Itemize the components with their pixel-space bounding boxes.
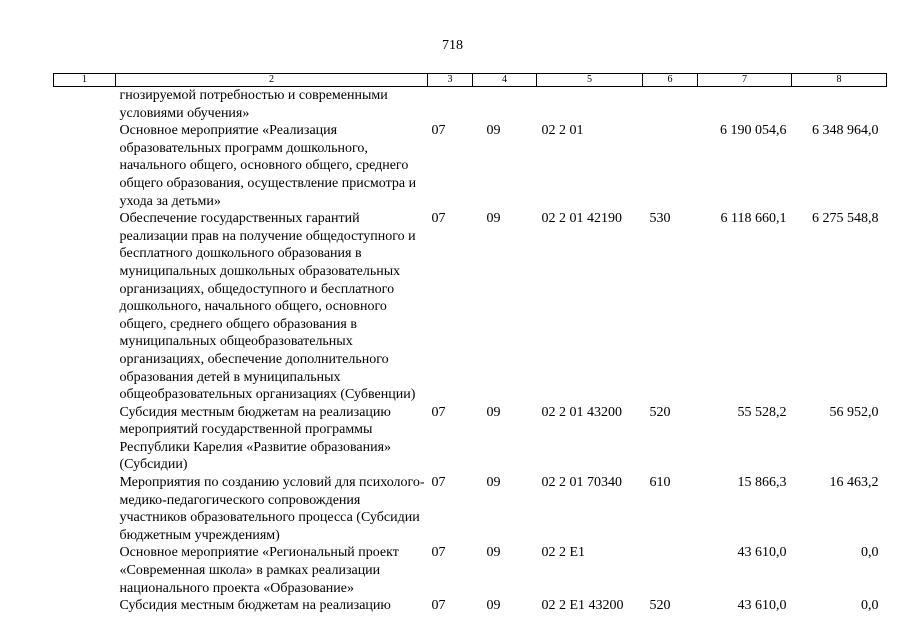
row-empty-cell (54, 122, 116, 210)
row-section: 07 (431, 598, 446, 614)
row-description: Обеспечение государственных гарантий реализации прав на получение общедоступного и бесплатного дошкольного образования в муниципальных дошкольных образовательных организациях, общедоступного и бесплатного дошкольного, начального общего, основного общего, среднего общего образования в муниципальных общеобразовательных организациях, обеспечение дополнительного образования детей в муниципальных общеобразовательных организациях (Субвенции) (119, 211, 416, 403)
row-amount-1 (698, 87, 792, 123)
column-header: 8 (792, 74, 887, 87)
column-header: 1 (54, 74, 116, 87)
column-header: 6 (643, 74, 698, 87)
row-amount-1: 43 610,0 (737, 598, 787, 614)
table-row (54, 210, 887, 404)
row-target-code: 02 2 E1 (541, 545, 586, 561)
row-amount-2 (792, 87, 887, 123)
row-subsection: 09 (486, 598, 501, 614)
row-amount-1: 6 118 660,1 (720, 211, 787, 227)
row-subsection: 09 (486, 475, 501, 491)
row-empty-cell (54, 474, 116, 544)
row-amount-2: 0,0 (861, 598, 879, 614)
table-row (54, 597, 887, 615)
row-empty-cell (54, 210, 116, 404)
table-row (54, 122, 887, 210)
row-subsection: 09 (486, 545, 501, 561)
row-amount-2: 6 348 964,0 (812, 123, 879, 139)
row-empty-cell (54, 597, 116, 615)
row-amount-2: 6 275 548,8 (812, 211, 879, 227)
row-expense-type (643, 544, 698, 597)
budget-table (53, 73, 887, 615)
row-expense-type (643, 87, 698, 123)
row-target-code (537, 87, 643, 123)
row-empty-cell (54, 544, 116, 597)
row-description: Основное мероприятие «Региональный проект «Современная школа» в рамках реализации национального проекта «Образование» (119, 545, 399, 596)
row-section: 07 (431, 123, 446, 139)
row-description: Субсидия местным бюджетам на реализацию (119, 598, 391, 614)
page-number: 718 (442, 38, 463, 53)
row-description: Субсидия местным бюджетам на реализацию мероприятий государственной программы Республики Карелия «Развитие образования» (Субсидии) (119, 404, 392, 473)
row-subsection: 09 (486, 404, 501, 420)
row-subsection: 09 (486, 211, 501, 227)
row-target-code: 02 2 01 70340 (541, 475, 622, 491)
row-description: Мероприятия по созданию условий для психолого-медико-педагогического сопровождения участников образовательного процесса (Субсидии бюджетным учреждениям) (119, 475, 425, 543)
row-subsection (473, 87, 537, 123)
column-header: 7 (698, 74, 792, 87)
row-expense-type (643, 122, 698, 210)
row-expense-type: 610 (649, 475, 671, 491)
row-description: гнозируемой потребностью и современными условиями обучения» (119, 88, 388, 121)
table-row (54, 404, 887, 474)
row-amount-1: 15 866,3 (737, 475, 787, 491)
row-amount-1: 6 190 054,6 (720, 123, 787, 139)
row-section: 07 (431, 404, 446, 420)
table-row (54, 474, 887, 544)
row-target-code: 02 2 01 42190 (541, 211, 622, 227)
column-header: 3 (428, 74, 473, 87)
column-header: 5 (537, 74, 643, 87)
row-target-code: 02 2 E1 43200 (541, 598, 624, 614)
table-row (54, 87, 887, 123)
row-expense-type: 530 (649, 211, 671, 227)
row-target-code: 02 2 01 (541, 123, 584, 139)
table-row (54, 544, 887, 597)
row-empty-cell (54, 404, 116, 474)
row-expense-type: 520 (649, 404, 671, 420)
row-amount-2: 16 463,2 (829, 475, 879, 491)
row-amount-1: 55 528,2 (737, 404, 787, 420)
row-target-code: 02 2 01 43200 (541, 404, 622, 420)
row-amount-1: 43 610,0 (737, 545, 787, 561)
row-section: 07 (431, 545, 446, 561)
row-section (428, 87, 473, 123)
column-header: 2 (116, 74, 428, 87)
row-expense-type: 520 (649, 598, 671, 614)
row-description: Основное мероприятие «Реализация образовательных программ дошкольного, начального общего, основного общего, среднего общего образования, осуществление присмотра и ухода за детьми» (119, 123, 417, 209)
column-header: 4 (473, 74, 537, 87)
column-number-row (54, 74, 887, 87)
row-subsection: 09 (486, 123, 501, 139)
row-section: 07 (431, 475, 446, 491)
row-amount-2: 0,0 (861, 545, 879, 561)
row-empty-cell (54, 87, 116, 123)
row-section: 07 (431, 211, 446, 227)
row-amount-2: 56 952,0 (829, 404, 879, 420)
